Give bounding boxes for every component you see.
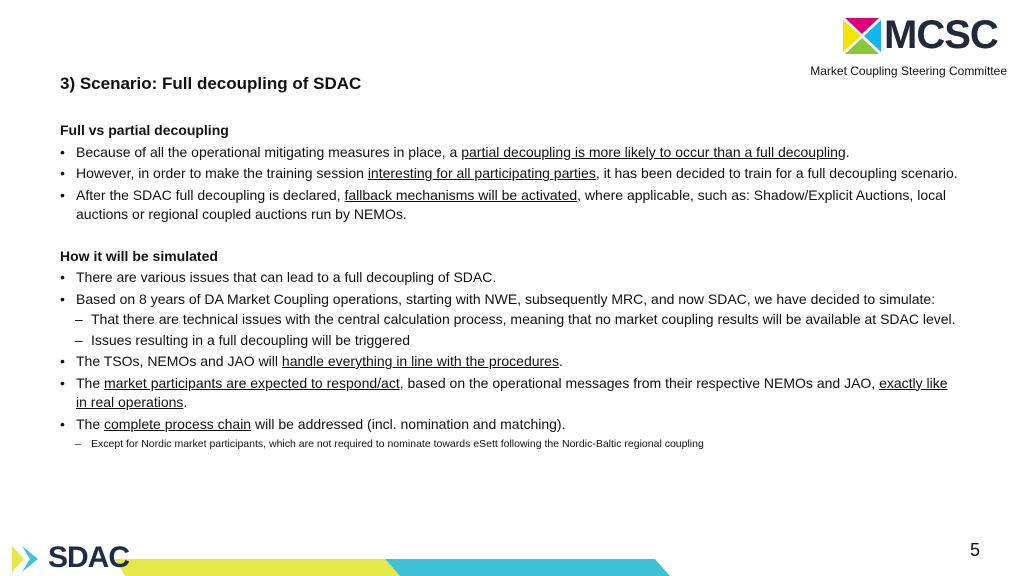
footer-stripe-cyan — [385, 559, 670, 576]
underlined-text: exactly like in real operations — [76, 374, 948, 410]
sub-list-item: – That there are technical issues with the central calculation process, meaning that no market coupling results will be available at SDAC level. — [60, 310, 960, 330]
underlined-text: market participants are expected to respond/act — [104, 374, 400, 391]
slide-content — [60, 121, 960, 452]
underlined-text: complete process chain — [104, 415, 252, 432]
bullet-list-simulation — [60, 268, 960, 452]
text: , based on the operational messages from their respective NEMOs and JAO, — [399, 374, 880, 391]
list-item — [60, 143, 960, 163]
text: After the SDAC full decoupling is declared, — [76, 186, 345, 203]
list-item — [60, 186, 960, 225]
sdac-logo-text: SDAC — [48, 541, 130, 574]
list-item: • There are various issues that can lead to a full decoupling of SDAC. — [60, 268, 960, 288]
mcsc-logo-text: MCSC — [884, 13, 998, 57]
text: The TSOs, NEMOs and JAO will — [76, 353, 282, 369]
text: . — [183, 394, 188, 410]
text: The — [76, 415, 105, 432]
page-number: 5 — [970, 540, 981, 560]
underlined-text: partial decoupling is more likely to occur than a full decoupling — [461, 143, 846, 160]
sdac-chevron-cyan — [22, 546, 38, 572]
text: . — [845, 143, 850, 160]
section-heading-full-vs-partial: Full vs partial decoupling — [60, 122, 229, 138]
text: The — [76, 374, 105, 391]
underlined-text: interesting for all participating parties — [367, 165, 596, 181]
bullet-list-full-vs-partial — [60, 143, 960, 225]
list-item: • Based on 8 years of DA Market Coupling operations, starting with NWE, subsequently MRC, and now SDAC, we have decided to simulate: — [60, 290, 960, 310]
sub-list-item: – Except for Nordic market participants, which are not required to nominate towards eSett following the Nordic-Baltic regional coupling — [60, 437, 960, 452]
underlined-text: handle everything in line with the procedures — [281, 353, 559, 369]
text: However, in order to make the training session — [76, 165, 368, 181]
underlined-text: fallback mechanisms will be activated — [344, 186, 578, 203]
list-item — [60, 164, 960, 184]
text: . — [558, 353, 563, 369]
footer-stripe-yellow — [115, 559, 400, 576]
page-title: 3) Scenario: Full decoupling of SDAC — [60, 74, 362, 93]
text: will be addressed (incl. nomination and matching). — [251, 415, 566, 432]
text: , where applicable, such as: Shadow/Explicit Auctions, local auctions or regional coupled auctions run by NEMOs. — [76, 186, 947, 222]
sdac-chevron-yellow — [12, 546, 24, 572]
header-subtitle: Market Coupling Steering Committee — [810, 64, 1007, 78]
text: , it has been decided to train for a full decoupling scenario. — [595, 165, 958, 181]
list-item — [60, 415, 960, 435]
sub-list-item: – Issues resulting in a full decoupling will be triggered — [60, 331, 960, 351]
list-item — [60, 374, 960, 413]
text: Because of all the operational mitigating measures in place, a — [76, 143, 462, 160]
section-heading-simulation: How it will be simulated — [60, 247, 218, 264]
list-item — [60, 352, 960, 372]
